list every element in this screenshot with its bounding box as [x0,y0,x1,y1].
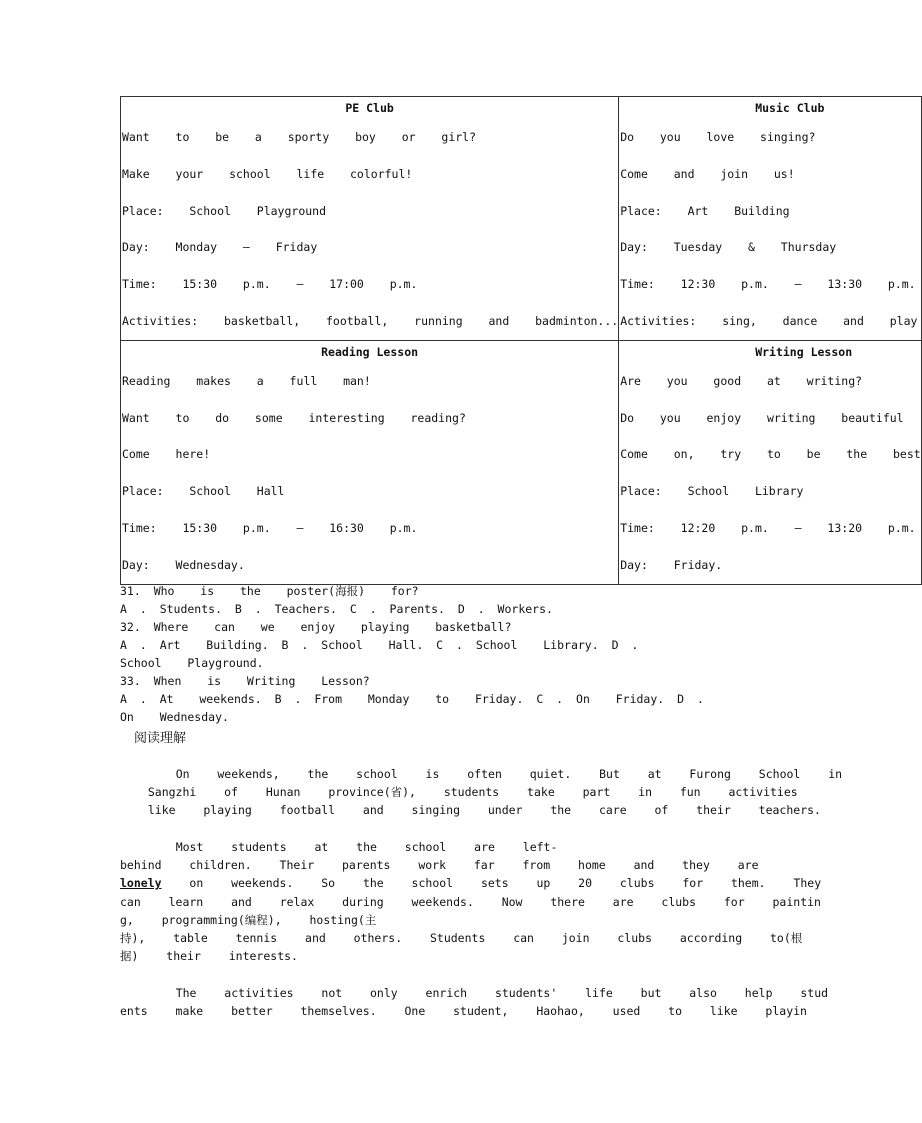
music-club-line: Come and join us! [620,166,795,181]
passage-line: like playing football and singing under the care of their teachers. [120,803,821,818]
reading-lesson-cell [121,340,619,584]
music-club-line: Do you love singing? [620,130,816,144]
question-32-options: A . Art Building. B . School Hall. C . School Library. D . [120,638,639,652]
pe-club-activities: Activities: basketball, football, running and badminton... [122,313,619,328]
music-club-activities: Activities: sing, dance and play [620,313,918,328]
reading-lesson-place: Place: School Hall [122,484,285,499]
question-31: 31. Who is the poster(海报) for? [120,584,419,598]
pe-club-title: PE Club [345,101,394,115]
pe-club-line: Want to be a sporty boy or girl? [122,130,477,144]
club-poster-table [120,96,922,585]
reading-passage [120,765,843,1020]
question-33-options-cont: On Wednesday. [120,710,229,724]
reading-lesson-line: Reading makes a full man! [122,373,371,388]
pe-club-day: Day: Monday — Friday [122,240,318,255]
passage-line: g, programming(编程), hosting(主 [120,912,377,927]
pe-club-cell [121,97,619,341]
questions-block [120,582,704,726]
writing-lesson-time: Time: 12:20 p.m. — 13:20 p.m. [620,520,916,535]
poster-row [121,97,922,341]
passage-line-text: on weekends. So the school sets up 20 clubs for them. They [161,876,822,891]
passage-line: The activities not only enrich students' life but also help stud [120,985,829,1000]
passage-line: behind children. Their parents work far from home and they are [120,858,759,873]
music-club-time: Time: 12:30 p.m. — 13:30 p.m. [620,277,916,292]
pe-club-place: Place: School Playground [122,203,327,218]
reading-lesson-day: Day: Wednesday. [122,557,245,572]
writing-lesson-title: Writing Lesson [755,344,853,359]
passage-line: On weekends, the school is often quiet. But at Furong School in [120,767,843,781]
pe-club-time: Time: 15:30 p.m. — 17:00 p.m. [122,277,418,292]
pe-club-line: Make your school life colorful! [122,166,413,181]
passage-line: Sangzhi of Hunan province(省), students take part in fun activities [120,785,798,800]
reading-lesson-line: Want to do some interesting reading? [122,410,466,425]
reading-lesson-time: Time: 15:30 p.m. — 16:30 p.m. [122,520,418,535]
question-33: 33. When is Writing Lesson? [120,674,370,688]
question-31-options: A . Students. B . Teachers. C . Parents. D . Workers. [120,602,553,616]
section-heading: 阅读理解 [134,731,187,746]
poster-row [121,340,922,584]
writing-lesson-place: Place: School Library [620,484,804,499]
music-club-title: Music Club [755,101,825,115]
question-32: 32. Where can we enjoy playing basketball? [120,620,512,634]
writing-lesson-day: Day: Friday. [620,557,723,572]
question-33-options: A . At weekends. B . From Monday to Friday. C . On Friday. D . [120,692,704,706]
reading-lesson-line: Come here! [122,447,211,462]
passage-line: ents make better themselves. One student, Haohao, used to like playin [120,1003,807,1018]
music-club-cell [619,97,921,341]
passage-line: 持), table tennis and others. Students can join clubs according to(根 [120,930,803,945]
question-32-options-cont: School Playground. [120,656,264,670]
writing-lesson-line: Come on, try to be the best [620,447,921,462]
writing-lesson-line: Are you good at writing? [620,373,863,388]
highlighted-word: lonely [120,876,162,891]
music-club-place: Place: Art Building [620,203,790,218]
passage-line: Most students at the school are left- [120,839,558,854]
passage-line: can learn and relax during weekends. Now there are clubs for paintin [120,894,821,909]
writing-lesson-cell [619,340,921,584]
music-club-day: Day: Tuesday & Thursday [620,240,837,255]
writing-lesson-line: Do you enjoy writing beautiful [620,410,904,425]
passage-line [120,874,822,892]
reading-lesson-title: Reading Lesson [321,344,419,359]
passage-line: 据) their interests. [120,949,298,964]
